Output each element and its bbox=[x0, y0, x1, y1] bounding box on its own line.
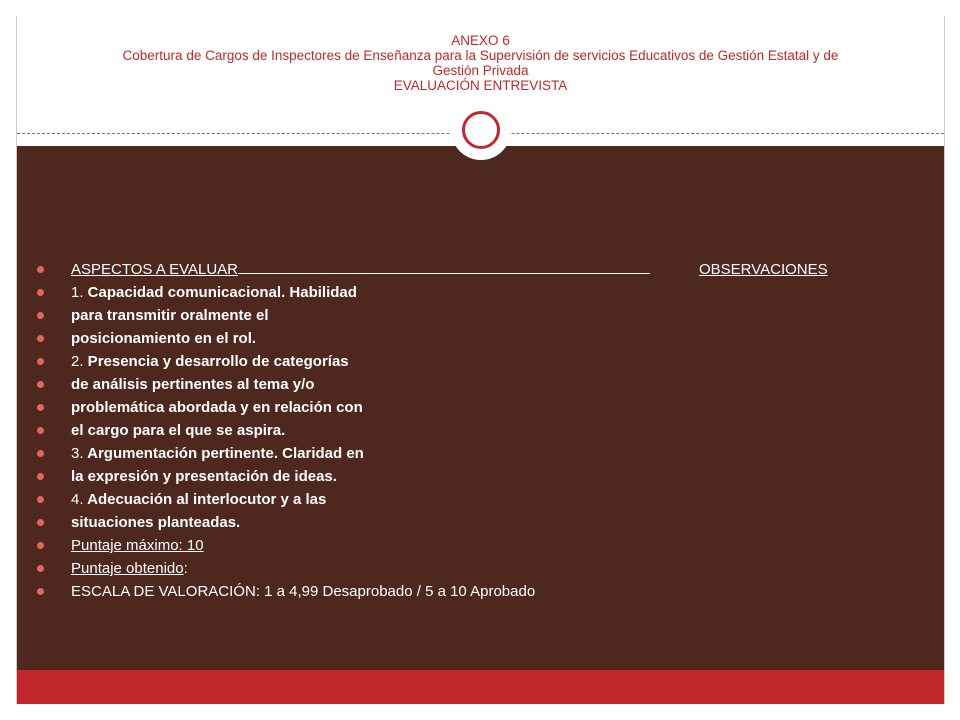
bullet-icon bbox=[37, 358, 44, 365]
item-number: 3. bbox=[71, 445, 84, 462]
bullet-icon bbox=[37, 289, 44, 296]
rating-scale: ESCALA DE VALORACIÓN: 1 a 4,99 Desaprobado / 5 a 10 Aprobado bbox=[71, 583, 536, 600]
list-item bbox=[37, 396, 917, 419]
bullet-icon bbox=[37, 404, 44, 411]
item-text: Presencia y desarrollo de categorías bbox=[83, 353, 349, 370]
scale-row bbox=[37, 580, 917, 603]
score-max-row bbox=[37, 534, 917, 557]
item-text: Capacidad comunicacional. Habilidad bbox=[83, 284, 357, 301]
bullet-icon bbox=[37, 450, 44, 457]
list-item bbox=[37, 511, 917, 534]
list-item bbox=[37, 465, 917, 488]
item-text: situaciones planteadas. bbox=[71, 514, 241, 531]
annex-label: ANEXO 6 bbox=[451, 33, 510, 48]
slide bbox=[16, 16, 945, 704]
item-text: la expresión y presentación de ideas. bbox=[71, 468, 337, 485]
list-item bbox=[37, 281, 917, 304]
heading-underline bbox=[238, 258, 650, 274]
item-text: problemática abordada y en relación con bbox=[71, 399, 363, 416]
list-item bbox=[37, 350, 917, 373]
score-obtained-suffix: : bbox=[183, 560, 188, 577]
title-line-2: Gestión Privada bbox=[432, 63, 529, 78]
bullet-icon bbox=[37, 496, 44, 503]
score-obtained-row bbox=[37, 557, 917, 580]
bullet-icon bbox=[37, 519, 44, 526]
score-max: Puntaje máximo: 10 bbox=[71, 537, 204, 554]
aspects-heading: ASPECTOS A EVALUAR bbox=[71, 261, 239, 278]
item-text: para transmitir oralmente el bbox=[71, 307, 269, 324]
observations-heading: OBSERVACIONES bbox=[699, 261, 828, 278]
item-text: posicionamiento en el rol. bbox=[71, 330, 257, 347]
item-number: 4. bbox=[71, 491, 84, 508]
list-item bbox=[37, 442, 917, 465]
bullet-icon bbox=[37, 335, 44, 342]
item-text: de análisis pertinentes al tema y/o bbox=[71, 376, 315, 393]
bullet-icon bbox=[37, 473, 44, 480]
bullet-icon bbox=[37, 312, 44, 319]
list-item bbox=[37, 373, 917, 396]
list-item bbox=[37, 304, 917, 327]
list-item bbox=[37, 488, 917, 511]
item-text: Argumentación pertinente. Claridad en bbox=[83, 445, 364, 462]
item-number: 2. bbox=[71, 353, 84, 370]
item-text: Adecuación al interlocutor y a las bbox=[83, 491, 327, 508]
bullet-icon bbox=[37, 565, 44, 572]
circle-ornament-icon bbox=[462, 111, 500, 149]
list-header-row bbox=[37, 258, 917, 281]
bullet-icon bbox=[37, 381, 44, 388]
item-number: 1. bbox=[71, 284, 84, 301]
footer-bar bbox=[17, 670, 944, 704]
subtitle: EVALUACIÓN ENTREVISTA bbox=[393, 78, 568, 93]
title-line-1: Cobertura de Cargos de Inspectores de Enseñanza para la Supervisión de servicios Educativos de Gestión Estatal y de bbox=[122, 48, 839, 63]
list-item bbox=[37, 419, 917, 442]
bullet-icon bbox=[37, 427, 44, 434]
bullet-icon bbox=[37, 542, 44, 549]
item-text: el cargo para el que se aspira. bbox=[71, 422, 286, 439]
list-item bbox=[37, 327, 917, 350]
score-obtained-label: Puntaje obtenido bbox=[71, 560, 184, 577]
bullet-icon bbox=[37, 588, 44, 595]
evaluation-list bbox=[37, 258, 917, 603]
bullet-icon bbox=[37, 266, 44, 273]
